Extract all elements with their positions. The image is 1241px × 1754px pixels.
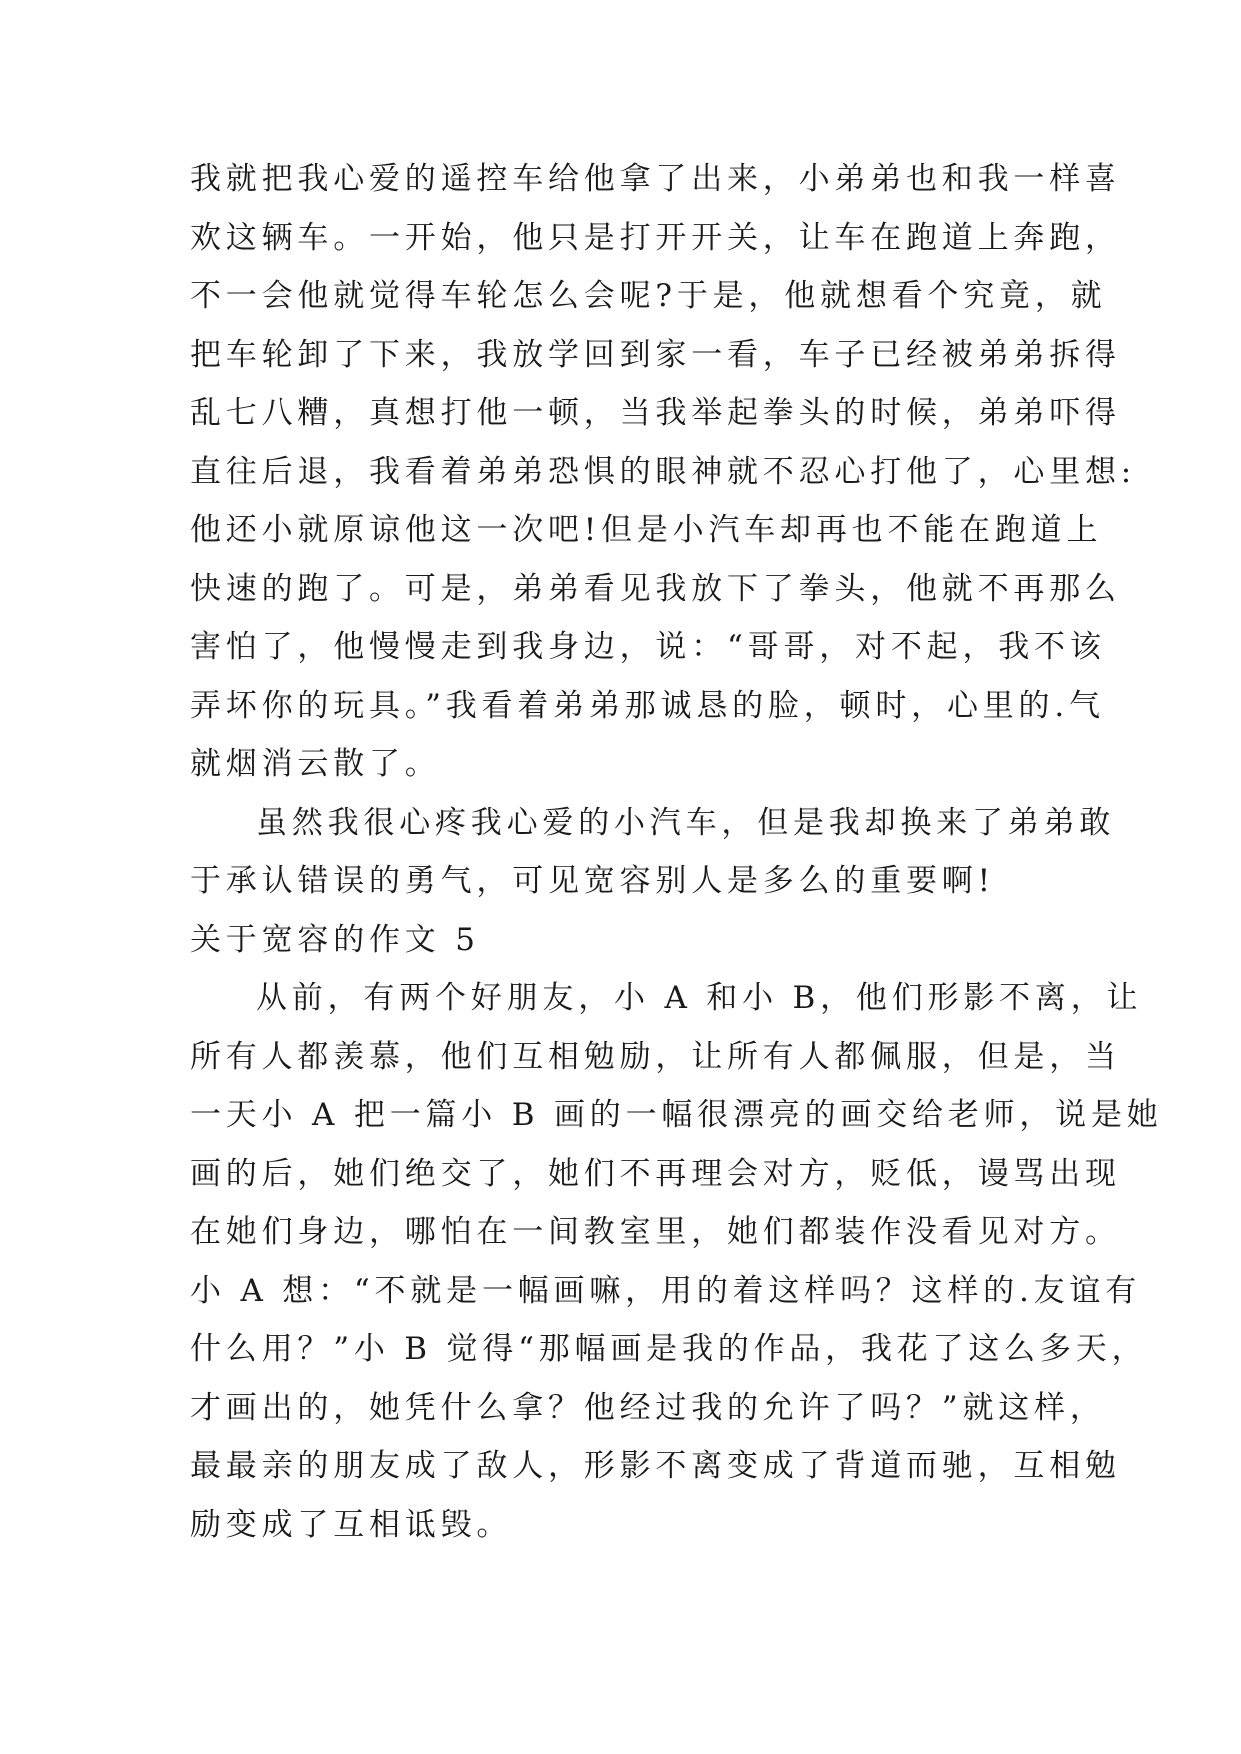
text-line: 不一会他就觉得车轮怎么会呢?于是，他就想看个究竟，就: [190, 278, 1107, 314]
text-line: 什么用？”小 B 觉得“那幅画是我的作品，我花了这么多天，: [190, 1331, 1148, 1367]
text-line: 我就把我心爱的遥控车给他拿了出来，小弟弟也和我一样喜: [190, 161, 1121, 197]
text-line: 励变成了互相诋毁。: [190, 1506, 513, 1543]
text-line: 所有人都羡慕，他们互相勉励，让所有人都佩服，但是，当: [190, 1038, 1121, 1075]
text-line: 害怕了，他慢慢走到我身边，说：“哥哥，对不起，我不该: [190, 629, 1106, 665]
text-line: 画的后，她们绝交了，她们不再理会对方，贬低，谩骂出现: [190, 1155, 1121, 1192]
paragraph-start-line: 从前，有两个好朋友，小 A 和小 B，他们形影不离，让: [256, 980, 1143, 1016]
paragraph-start-line: 虽然我很心疼我心爱的小汽车，但是我却换来了弟弟敢: [256, 804, 1116, 841]
text-line: 于承认错误的勇气，可见宽容别人是多么的重要啊!: [190, 863, 995, 899]
text-line: 欢这辆车。一开始，他只是打开开关，让车在跑道上奔跑，: [190, 219, 1121, 256]
text-line: 把车轮卸了下来，我放学回到家一看，车子已经被弟弟拆得: [190, 336, 1121, 373]
text-line: 最最亲的朋友成了敌人，形影不离变成了背道而驰，互相勉: [190, 1448, 1121, 1484]
text-line: 才画出的，她凭什么拿？他经过我的允许了吗？”就这样，: [190, 1389, 1106, 1426]
text-line: 在她们身边，哪怕在一间教室里，她们都装作没看见对方。: [190, 1214, 1121, 1250]
text-line: 弄坏你的玩具。”我看着弟弟那诚恳的脸，顿时，心里的.气: [190, 687, 1105, 724]
text-line: 快速的跑了。可是，弟弟看见我放下了拳头，他就不再那么: [190, 570, 1121, 607]
text-line: 他还小就原谅他这一次吧!但是小汽车却再也不能在跑道上: [190, 512, 1103, 548]
essay-body: [190, 150, 1163, 1554]
text-line: 乱七八糟，真想打他一顿，当我举起拳头的时候，弟弟吓得: [190, 395, 1121, 431]
text-line: 直往后退，我看着弟弟恐惧的眼神就不忍心打他了，心里想:: [190, 453, 1137, 490]
text-line: 一天小 A 把一篇小 B 画的一幅很漂亮的画交给老师，说是她: [190, 1097, 1163, 1133]
text-line: 就烟消云散了。: [190, 746, 441, 782]
section-heading: 关于宽容的作文 5: [190, 921, 480, 958]
text-line: 小 A 想：“不就是一幅画嘛，用的着这样吗？这样的.友谊有: [190, 1272, 1141, 1309]
